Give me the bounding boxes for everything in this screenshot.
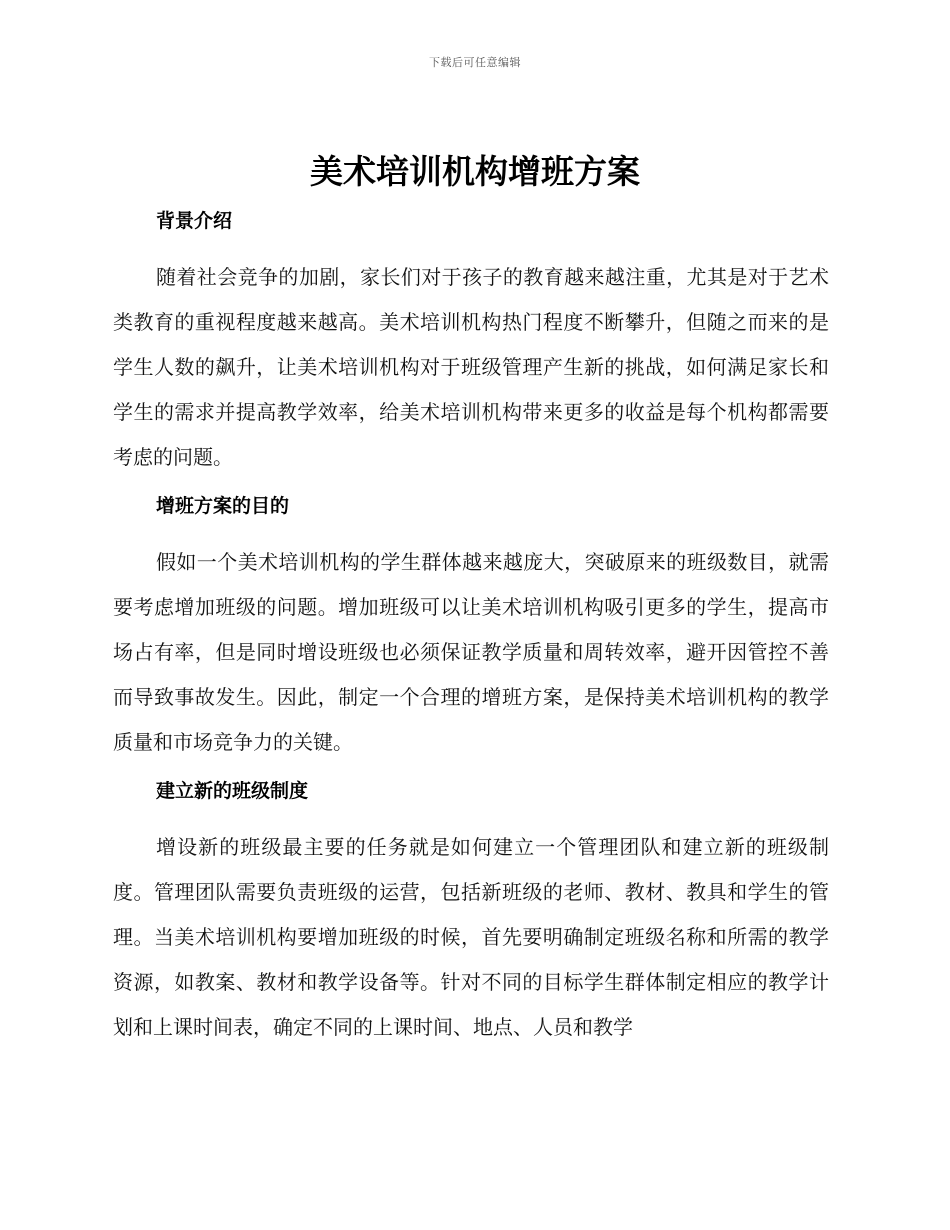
document-title: 美术培训机构增班方案: [310, 152, 640, 191]
section-paragraph: 随着社会竞争的加剧，家长们对于孩子的教育越来越注重，尤其是对于艺术类教育的重视程度越来越高。美术培训机构热门程度不断攀升，但随之而来的是学生人数的飙升，让美术培训机构对于班级管理产生新的挑战，如何满足家长和学生的需求并提高教学效率，给美术培训机构带来更多的收益是每个机构都需要考虑的问题。: [113, 265, 829, 469]
page-header-note: 下载后可任意编辑: [429, 56, 521, 69]
section-heading: 背景介绍: [156, 210, 233, 232]
section-class-system: [113, 773, 829, 1050]
section-paragraph: 假如一个美术培训机构的学生群体越来越庞大，突破原来的班级数目，就需要考虑增加班级的问题。增加班级可以让美术培训机构吸引更多的学生，提高市场占有率，但是同时增设班级也必须保证教学质量和周转效率，避开因管控不善而导致事故发生。因此，制定一个合理的增班方案，是保持美术培训机构的教学质量和市场竞争力的关键。: [113, 550, 829, 754]
section-purpose: [113, 488, 829, 765]
section-background: [113, 203, 829, 480]
section-heading: 建立新的班级制度: [156, 780, 309, 802]
section-heading: 增班方案的目的: [156, 495, 290, 517]
section-paragraph: 增设新的班级最主要的任务就是如何建立一个管理团队和建立新的班级制度。管理团队需要负责班级的运营，包括新班级的老师、教材、教具和学生的管理。当美术培训机构要增加班级的时候，首先要明确制定班级名称和所需的教学资源，如教案、教材和教学设备等。针对不同的目标学生群体制定相应的教学计划和上课时间表，确定不同的上课时间、地点、人员和教学: [113, 835, 829, 1039]
document-body: [113, 203, 829, 1058]
